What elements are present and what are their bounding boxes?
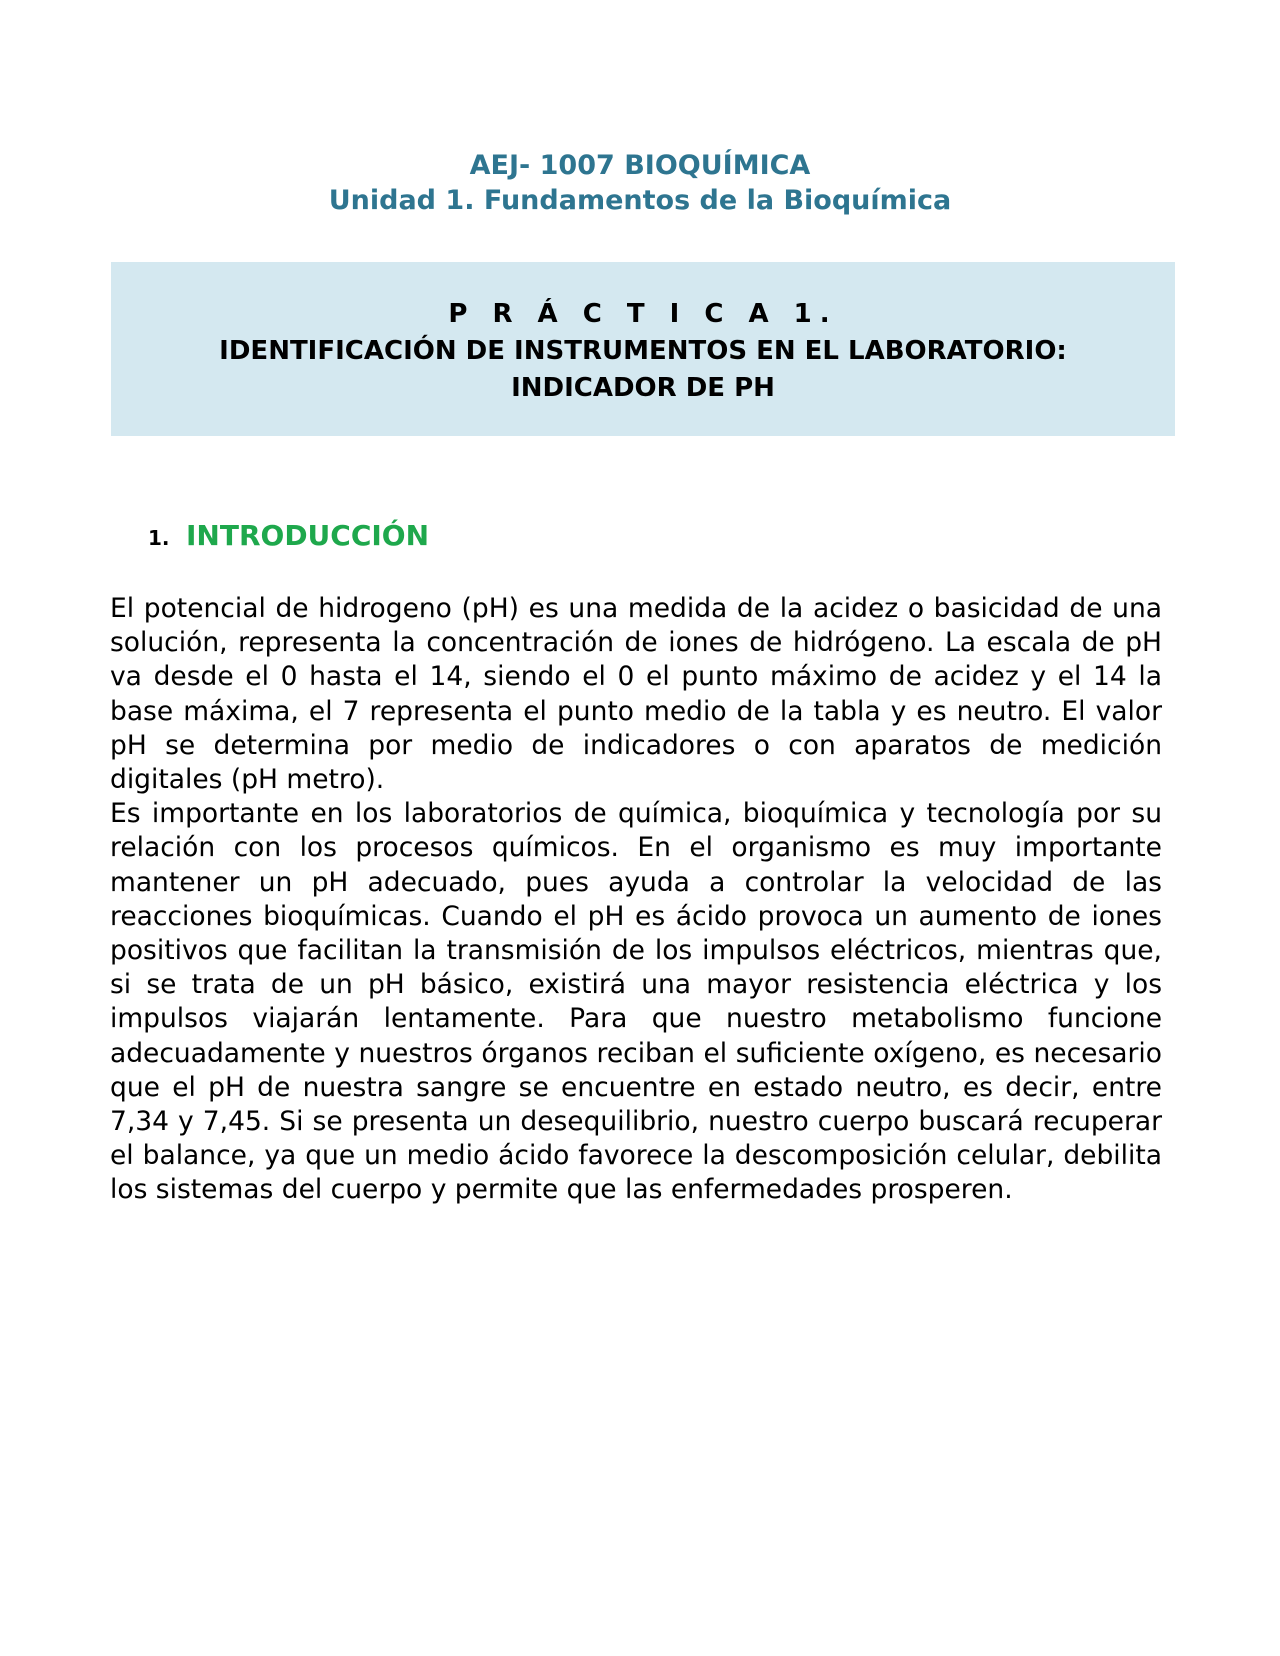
paragraph: El potencial de hidrogeno (pH) es una medida de la acidez o basicidad de una solución, representa la concentración de iones de hidrógeno. La escala de pH va desde el 0 hasta el 14, siendo el 0 el punto máximo de acidez y el 14 la base máxima, el 7 representa el punto medio de la tabla y es neutro. El valor pH se determina por medio de indicadores o con aparatos de medición digitales (pH metro). (110, 593, 1162, 796)
paragraph: Es importante en los laboratorios de química, bioquímica y tecnología por su relación con los procesos químicos. En el organismo es muy importante mantener un pH adecuado, pues ayuda a controlar la velocidad de las reacciones bioquímicas. Cuando el pH es ácido provoca un aumento de iones positivos que facilitan la transmisión de los impulsos eléctricos, mientras que, si se trata de un pH básico, existirá una mayor resistencia eléctrica y los impulsos viajarán lentamente. Para que nuestro metabolismo funcione adecuadamente y nuestros órganos reciban el suficiente oxígeno, es necesario que el pH de nuestra sangre se encuentre en estado neutro, es decir, entre 7,34 y 7,45. Si se presenta un desequilibrio, nuestro cuerpo buscará recuperar el balance, ya que un medio ácido favorece la descomposición celular, debilita los sistemas del cuerpo y permite que las enfermedades prosperen. (110, 798, 1162, 1206)
practice-title-box (111, 262, 1175, 436)
practice-label: P R Á C T I C A 1. (448, 299, 838, 329)
practice-title-line-1: IDENTIFICACIÓN DE INSTRUMENTOS EN EL LABORATORIO: (219, 336, 1067, 366)
practice-title-line-2: INDICADOR DE PH (511, 373, 775, 403)
section-heading (148, 519, 429, 559)
section-number: 1. (148, 526, 170, 550)
document-header (0, 148, 1280, 218)
introduction-body (110, 592, 1162, 1208)
section-title: INTRODUCCIÓN (186, 519, 430, 552)
unit-title: Unidad 1. Fundamentos de la Bioquímica (328, 185, 952, 216)
course-title: AEJ- 1007 BIOQUÍMICA (469, 150, 811, 181)
